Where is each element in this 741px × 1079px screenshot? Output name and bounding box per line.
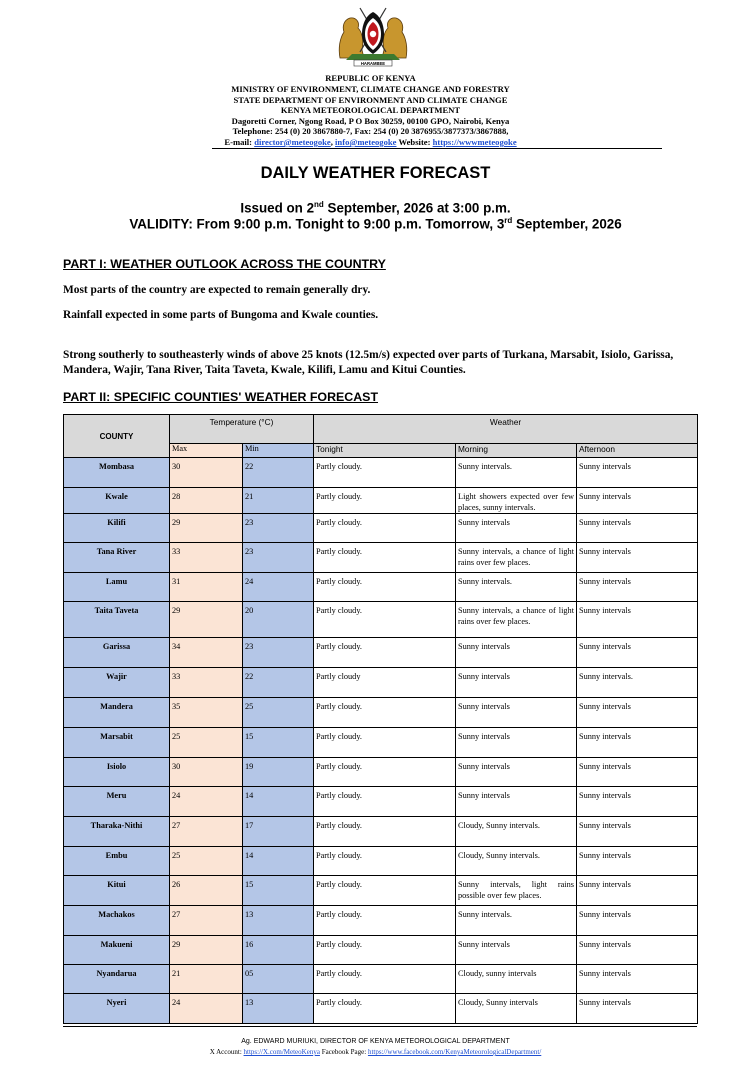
tonight-cell: Partly cloudy. <box>314 906 456 936</box>
footer-social <box>0 1048 741 1056</box>
min-temp-cell: 16 <box>243 936 314 965</box>
max-temp-cell: 30 <box>170 458 243 488</box>
morning-cell: Cloudy, Sunny intervals. <box>456 817 577 847</box>
min-temp-cell: 17 <box>243 817 314 847</box>
min-temp-cell: 19 <box>243 758 314 787</box>
max-temp-cell: 33 <box>170 543 243 573</box>
tonight-cell: Partly cloudy. <box>314 965 456 994</box>
afternoon-cell: Sunny intervals <box>577 602 698 638</box>
morning-cell: Sunny intervals <box>456 728 577 758</box>
tonight-cell: Partly cloudy. <box>314 514 456 543</box>
min-temp-cell: 21 <box>243 488 314 514</box>
table-row <box>64 758 698 787</box>
x-account-link[interactable]: https://X.com/MeteoKenya <box>243 1048 320 1056</box>
issued-suffix: September, 2026 at 3:00 p.m. <box>323 200 511 216</box>
min-temp-cell: 14 <box>243 847 314 876</box>
max-temp-cell: 29 <box>170 936 243 965</box>
morning-cell: Sunny intervals <box>456 787 577 817</box>
header-kmd: KENYA METEOROLOGICAL DEPARTMENT <box>280 105 461 115</box>
table-row <box>64 876 698 906</box>
part2-heading: PART II: SPECIFIC COUNTIES' WEATHER FORECAST <box>63 390 379 404</box>
tonight-cell: Partly cloudy. <box>314 698 456 728</box>
header-contacts <box>0 137 741 148</box>
column-header-weather: Weather <box>314 415 698 444</box>
max-temp-cell: 24 <box>170 994 243 1024</box>
max-temp-cell: 27 <box>170 906 243 936</box>
afternoon-cell: Sunny intervals <box>577 936 698 965</box>
morning-cell: Sunny intervals, a chance of light rains over few places. <box>456 602 577 638</box>
issued-line <box>0 200 741 215</box>
max-temp-cell: 21 <box>170 965 243 994</box>
county-cell: Embu <box>64 847 170 876</box>
table-row <box>64 668 698 698</box>
morning-cell: Sunny intervals. <box>456 573 577 602</box>
afternoon-cell: Sunny intervals <box>577 817 698 847</box>
min-temp-cell: 14 <box>243 787 314 817</box>
min-temp-cell: 13 <box>243 906 314 936</box>
afternoon-cell: Sunny intervals <box>577 728 698 758</box>
tonight-cell: Partly cloudy. <box>314 458 456 488</box>
max-temp-cell: 25 <box>170 728 243 758</box>
facebook-label: Facebook Page: <box>319 1048 368 1056</box>
afternoon-cell: Sunny intervals <box>577 638 698 668</box>
website-link[interactable]: https://wwwmeteogoke <box>432 137 517 147</box>
tonight-cell: Partly cloudy. <box>314 847 456 876</box>
morning-cell: Sunny intervals. <box>456 458 577 488</box>
morning-cell: Cloudy, Sunny intervals. <box>456 847 577 876</box>
column-header-temperature: Temperature (°C) <box>170 415 314 444</box>
column-header-max: Max <box>170 444 243 458</box>
email-link-info[interactable]: info@meteogoke <box>335 137 397 147</box>
min-temp-cell: 23 <box>243 543 314 573</box>
table-row <box>64 543 698 573</box>
max-temp-cell: 31 <box>170 573 243 602</box>
afternoon-cell: Sunny intervals <box>577 514 698 543</box>
max-temp-cell: 35 <box>170 698 243 728</box>
tonight-cell: Partly cloudy. <box>314 488 456 514</box>
afternoon-cell: Sunny intervals <box>577 458 698 488</box>
county-cell: Marsabit <box>64 728 170 758</box>
column-header-county: COUNTY <box>64 415 170 458</box>
issued-prefix: Issued on 2 <box>240 200 315 216</box>
county-cell: Makueni <box>64 936 170 965</box>
tonight-cell: Partly cloudy. <box>314 994 456 1024</box>
header-divider <box>212 148 662 149</box>
morning-cell: Cloudy, sunny intervals <box>456 965 577 994</box>
part1-heading: PART I: WEATHER OUTLOOK ACROSS THE COUNTRY <box>63 257 386 271</box>
min-temp-cell: 22 <box>243 458 314 488</box>
morning-cell: Sunny intervals <box>456 638 577 668</box>
table-row <box>64 638 698 668</box>
website-label: Website: <box>396 137 433 147</box>
afternoon-cell: Sunny intervals <box>577 488 698 514</box>
tonight-cell: Partly cloudy. <box>314 728 456 758</box>
tonight-cell: Partly cloudy. <box>314 602 456 638</box>
county-cell: Machakos <box>64 906 170 936</box>
min-temp-cell: 22 <box>243 668 314 698</box>
afternoon-cell: Sunny intervals <box>577 965 698 994</box>
outlook-paragraph-2: Rainfall expected in some parts of Bungoma and Kwale counties. <box>63 309 379 321</box>
x-account-label: X Account: <box>209 1048 244 1056</box>
outlook-paragraph-1: Most parts of the country are expected to remain generally dry. <box>63 284 371 296</box>
county-cell: Garissa <box>64 638 170 668</box>
max-temp-cell: 29 <box>170 602 243 638</box>
validity-prefix: VALIDITY: From 9:00 p.m. Tonight to 9:00 p.m. Tomorrow, 3 <box>129 216 505 232</box>
county-cell: Mandera <box>64 698 170 728</box>
max-temp-cell: 25 <box>170 847 243 876</box>
county-cell: Meru <box>64 787 170 817</box>
county-cell: Mombasa <box>64 458 170 488</box>
footer-divider <box>63 1026 697 1027</box>
facebook-link[interactable]: https://www.facebook.com/KenyaMeteorologicalDepartment/ <box>367 1048 542 1056</box>
county-cell: Kitui <box>64 876 170 906</box>
header-republic: REPUBLIC OF KENYA <box>325 73 416 83</box>
table-row <box>64 994 698 1024</box>
min-temp-cell: 05 <box>243 965 314 994</box>
min-temp-cell: 13 <box>243 994 314 1024</box>
max-temp-cell: 27 <box>170 817 243 847</box>
morning-cell: Sunny intervals. <box>456 906 577 936</box>
table-row <box>64 965 698 994</box>
county-cell: Kwale <box>64 488 170 514</box>
min-temp-cell: 15 <box>243 876 314 906</box>
county-cell: Lamu <box>64 573 170 602</box>
max-temp-cell: 26 <box>170 876 243 906</box>
county-forecast-table <box>63 414 698 1024</box>
tonight-cell: Partly cloudy. <box>314 876 456 906</box>
footer-signatory: Ag. EDWARD MURIUKI, DIRECTOR OF KENYA METEOROLOGICAL DEPARTMENT <box>241 1038 510 1045</box>
afternoon-cell: Sunny intervals <box>577 847 698 876</box>
table-row <box>64 936 698 965</box>
page-title: DAILY WEATHER FORECAST <box>260 164 491 182</box>
max-temp-cell: 33 <box>170 668 243 698</box>
max-temp-cell: 28 <box>170 488 243 514</box>
tonight-cell: Partly cloudy. <box>314 817 456 847</box>
min-temp-cell: 23 <box>243 514 314 543</box>
afternoon-cell: Sunny intervals <box>577 758 698 787</box>
column-header-morning: Morning <box>456 444 577 458</box>
county-cell: Tharaka-Nithi <box>64 817 170 847</box>
email-link-director[interactable]: director@meteogoke <box>254 137 331 147</box>
county-cell: Isiolo <box>64 758 170 787</box>
header-address: Dagoretti Corner, Ngong Road, P O Box 30259, 00100 GPO, Nairobi, Kenya <box>231 116 510 126</box>
morning-cell: Sunny intervals <box>456 668 577 698</box>
tonight-cell: Partly cloudy. <box>314 787 456 817</box>
column-header-min: Min <box>243 444 314 458</box>
validity-suffix: September, 2026 <box>512 216 622 232</box>
afternoon-cell: Sunny intervals <box>577 698 698 728</box>
header-state-department: STATE DEPARTMENT OF ENVIRONMENT AND CLIMATE CHANGE <box>233 95 508 105</box>
min-temp-cell: 24 <box>243 573 314 602</box>
county-cell: Tana River <box>64 543 170 573</box>
crest-motto: HARAMBEE <box>360 60 386 66</box>
email-label: E-mail: <box>224 137 255 147</box>
afternoon-cell: Sunny intervals <box>577 876 698 906</box>
table-row <box>64 573 698 602</box>
min-temp-cell: 15 <box>243 728 314 758</box>
column-header-afternoon: Afternoon <box>577 444 698 458</box>
min-temp-cell: 25 <box>243 698 314 728</box>
table-row <box>64 847 698 876</box>
table-row <box>64 728 698 758</box>
table-row <box>64 817 698 847</box>
morning-cell: Light showers expected over few places, sunny intervals. <box>456 488 577 514</box>
table-row <box>64 787 698 817</box>
tonight-cell: Partly cloudy. <box>314 573 456 602</box>
afternoon-cell: Sunny intervals <box>577 906 698 936</box>
morning-cell: Sunny intervals <box>456 758 577 787</box>
min-temp-cell: 20 <box>243 602 314 638</box>
column-header-tonight: Tonight <box>314 444 456 458</box>
afternoon-cell: Sunny intervals. <box>577 668 698 698</box>
table-row <box>64 906 698 936</box>
morning-cell: Sunny intervals <box>456 698 577 728</box>
tonight-cell: Partly cloudy. <box>314 638 456 668</box>
max-temp-cell: 30 <box>170 758 243 787</box>
tonight-cell: Partly cloudy. <box>314 758 456 787</box>
afternoon-cell: Sunny intervals <box>577 787 698 817</box>
morning-cell: Sunny intervals <box>456 514 577 543</box>
afternoon-cell: Sunny intervals <box>577 994 698 1024</box>
email-separator: , <box>330 137 336 147</box>
county-cell: Taita Taveta <box>64 602 170 638</box>
tonight-cell: Partly cloudy. <box>314 543 456 573</box>
morning-cell: Sunny intervals <box>456 936 577 965</box>
table-row <box>64 514 698 543</box>
morning-cell: Sunny intervals, a chance of light rains over few places. <box>456 543 577 573</box>
morning-cell: Cloudy, Sunny intervals <box>456 994 577 1024</box>
header-ministry: MINISTRY OF ENVIRONMENT, CLIMATE CHANGE AND FORESTRY <box>231 84 510 94</box>
table-row <box>64 602 698 638</box>
kenya-coat-of-arms-icon <box>334 4 412 68</box>
table-row <box>64 698 698 728</box>
afternoon-cell: Sunny intervals <box>577 573 698 602</box>
validity-line <box>0 216 741 231</box>
county-cell: Wajir <box>64 668 170 698</box>
table-row <box>64 488 698 514</box>
county-cell: Nyeri <box>64 994 170 1024</box>
tonight-cell: Partly cloudy. <box>314 936 456 965</box>
county-cell: Kilifi <box>64 514 170 543</box>
max-temp-cell: 34 <box>170 638 243 668</box>
table-row <box>64 458 698 488</box>
afternoon-cell: Sunny intervals <box>577 543 698 573</box>
issued-sup: nd <box>314 200 324 209</box>
max-temp-cell: 29 <box>170 514 243 543</box>
validity-sup: rd <box>504 216 513 225</box>
min-temp-cell: 23 <box>243 638 314 668</box>
tonight-cell: Partly cloudy <box>314 668 456 698</box>
outlook-paragraph-3: Strong southerly to southeasterly winds of above 25 knots (12.5m/s) expected over parts of Turkana, Marsabit, Isiolo, Garissa, Mandera, Wajir, Tana River, Taita Taveta, Kwale, Kilifi, Lamu and Kitui Counties. <box>63 349 674 376</box>
county-cell: Nyandarua <box>64 965 170 994</box>
max-temp-cell: 24 <box>170 787 243 817</box>
morning-cell: Sunny intervals, light rains possible over few places. <box>456 876 577 906</box>
header-telephone: Telephone: 254 (0) 20 3867880-7, Fax: 254 (0) 20 3876955/3877373/3867888, <box>232 126 509 136</box>
